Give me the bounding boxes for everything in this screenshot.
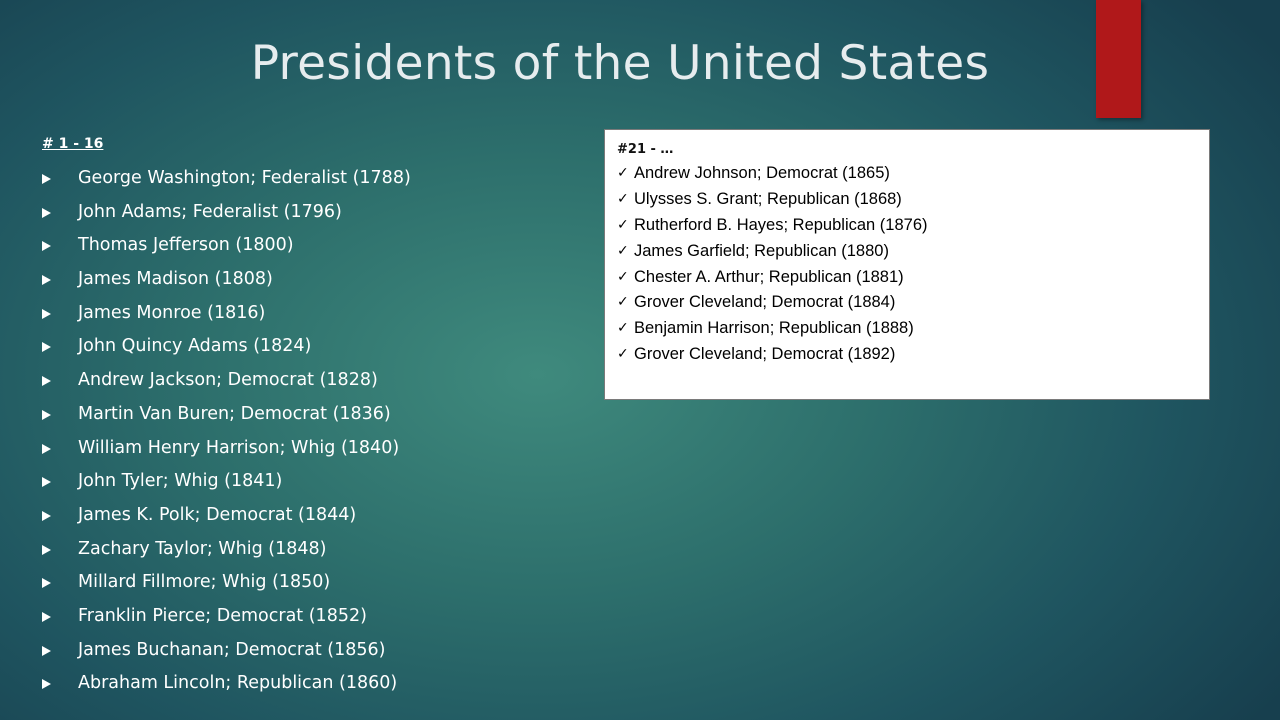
triangle-bullet-icon (42, 410, 51, 420)
list-item (42, 667, 582, 701)
list-item-label: John Quincy Adams (1824) (78, 336, 312, 357)
triangle-bullet-icon (42, 444, 51, 454)
left-list-heading: # 1 - 16 (42, 136, 104, 152)
list-item (42, 229, 582, 263)
list-item-label: Grover Cleveland; Democrat (1884) (634, 293, 896, 312)
checkmark-icon: ✓ (617, 346, 629, 363)
list-item (42, 263, 582, 297)
triangle-bullet-icon (42, 511, 51, 521)
list-item (42, 566, 582, 600)
list-item-label: Thomas Jefferson (1800) (78, 235, 294, 256)
triangle-bullet-icon (42, 342, 51, 352)
triangle-bullet-icon (42, 646, 51, 656)
triangle-bullet-icon (42, 275, 51, 285)
list-item (42, 432, 582, 466)
checkmark-icon: ✓ (617, 190, 629, 207)
list-item-label: Chester A. Arthur; Republican (1881) (634, 267, 904, 286)
list-item-label: James Monroe (1816) (78, 302, 266, 323)
triangle-bullet-icon (42, 309, 51, 319)
list-item (42, 465, 582, 499)
list-item (617, 316, 928, 342)
slide-title: Presidents of the United States (250, 36, 990, 91)
list-item (617, 239, 928, 265)
list-item (42, 533, 582, 567)
triangle-bullet-icon (42, 208, 51, 218)
list-item-label: Andrew Jackson; Democrat (1828) (78, 370, 378, 391)
list-item (617, 342, 928, 368)
list-item (617, 161, 928, 187)
checkmark-icon: ✓ (617, 242, 629, 259)
list-item-label: Martin Van Buren; Democrat (1836) (78, 403, 391, 424)
list-item-label: Zachary Taylor; Whig (1848) (78, 538, 327, 559)
triangle-bullet-icon (42, 545, 51, 555)
list-item-label: William Henry Harrison; Whig (1840) (78, 437, 400, 458)
list-item-label: George Washington; Federalist (1788) (78, 168, 411, 188)
triangle-bullet-icon (42, 612, 51, 622)
list-item-label: Abraham Lincoln; Republican (1860) (78, 673, 398, 694)
list-item (42, 398, 582, 432)
list-item (42, 162, 582, 196)
list-item-label: Ulysses S. Grant; Republican (1868) (634, 189, 902, 208)
checkmark-icon: ✓ (617, 165, 629, 181)
right-box-heading: #21 - … (617, 142, 674, 157)
list-item-label: James Madison (1808) (78, 269, 273, 290)
list-item-label: Rutherford B. Hayes; Republican (1876) (634, 215, 928, 234)
triangle-bullet-icon (42, 376, 51, 386)
triangle-bullet-icon (42, 477, 51, 487)
list-item-label: John Adams; Federalist (1796) (78, 201, 342, 222)
checkmark-icon: ✓ (617, 216, 629, 233)
list-item-label: James Buchanan; Democrat (1856) (78, 639, 386, 660)
right-president-box (604, 129, 1210, 400)
list-item-label: James Garfield; Republican (1880) (634, 241, 889, 260)
list-item (42, 364, 582, 398)
list-item (617, 213, 928, 239)
triangle-bullet-icon (42, 174, 51, 184)
list-item-label: Andrew Johnson; Democrat (1865) (634, 164, 890, 182)
left-list-items (42, 162, 582, 701)
list-item-label: James K. Polk; Democrat (1844) (78, 504, 357, 525)
list-item (42, 600, 582, 634)
list-item (42, 634, 582, 668)
list-item-label: Grover Cleveland; Democrat (1892) (634, 345, 896, 364)
triangle-bullet-icon (42, 679, 51, 689)
list-item-label: Millard Fillmore; Whig (1850) (78, 572, 331, 593)
checkmark-icon: ✓ (617, 268, 629, 285)
triangle-bullet-icon (42, 578, 51, 588)
checkmark-icon: ✓ (617, 320, 629, 337)
list-item (42, 330, 582, 364)
list-item (42, 196, 582, 230)
right-box-items (617, 161, 928, 368)
triangle-bullet-icon (42, 241, 51, 251)
list-item (617, 290, 928, 316)
list-item-label: Benjamin Harrison; Republican (1888) (634, 319, 914, 338)
list-item-label: Franklin Pierce; Democrat (1852) (78, 605, 367, 626)
left-president-list (42, 134, 582, 701)
checkmark-icon: ✓ (617, 294, 629, 311)
list-item (42, 499, 582, 533)
list-item (42, 297, 582, 331)
list-item (617, 187, 928, 213)
list-item-label: John Tyler; Whig (1841) (78, 471, 283, 492)
list-item (617, 265, 928, 291)
